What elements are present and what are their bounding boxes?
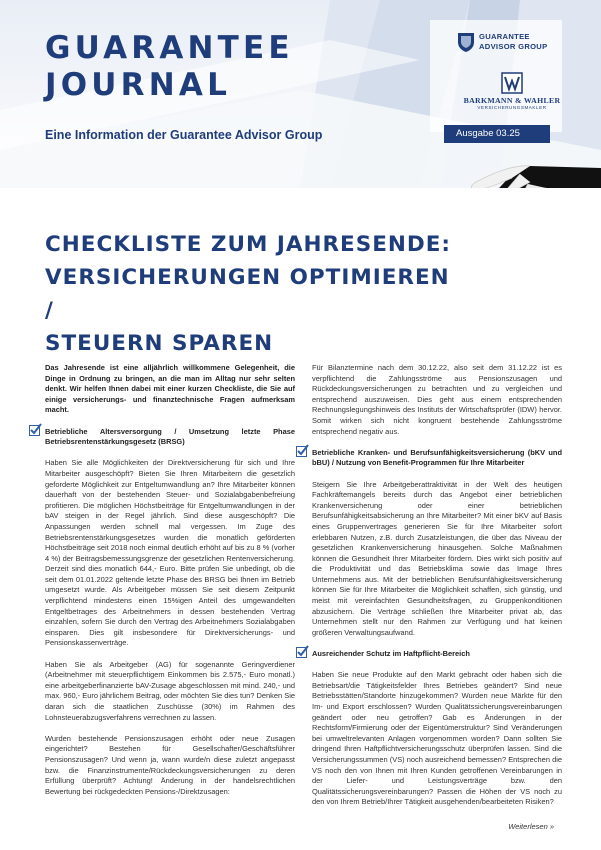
article-title [45,228,465,360]
section-haftpflicht [312,649,562,808]
section-heading: Ausreichender Schutz im Haftpflicht-Bereich [312,649,470,659]
logo-bw-name: BARKMANN & WAHLER [463,96,561,105]
checkbox-check-icon [29,423,42,436]
article-title-line3: STEUERN SPAREN [45,331,274,356]
continue-reading-link[interactable]: Weiterlesen » [508,822,554,831]
section-paragraph: Für Bilanztermine nach dem 30.12.22, also seit dem 31.12.22 ist es verpflichtend die Zahlungsströme aus Pensionszusagen und Rückdeckungsversicherungen zu betrachten und zu vergleichen und entsprechend auszuweisen. Dies geht aus einem entsprechenden Rechnungslegungshinweis des Instituts der Wirtschaftsprüfer (IDW) hervor. Somit wirken sich nicht kongruent bestehende Zahlungsströme entsprechend negativ aus. [312,363,562,436]
section-betriebliche-altersversorgung [45,427,295,649]
article-intro: Das Jahresende ist eine alljährlich willkommene Gelegenheit, die Dinge in Ordnung zu bringen, an die man im Alltag nur sehr selten denkt. Wir helfen Ihnen dabei mit einer kurzen Checkliste, die Sie auf einige versicherungs- und finanztechnische Fragen aufmerksam macht. [45,363,295,415]
logo-gag-text [479,32,547,52]
guarantee-advisor-group-logo [457,30,567,60]
journal-title-line2: JOURNAL [45,67,232,103]
section-heading: Betriebliche Kranken- und Berufsunfähigkeitsversicherung (bKV und bBU) / Nutzung von Benefit-Programmen für Ihre Mitarbeiter [312,447,562,468]
section-paragraph: Haben Sie neue Produkte auf den Markt gebracht oder haben sich die Betriebsart/die Tätigkeitsfelder Ihres Betriebes geändert? Sind neue Betriebsstätten/Standorte hinzugekommen? Wurden neue Märkte für den Im- und Export erschlossen? Wurden Qualitätssicherungsvereinbarungen geändert oder neu getroffen? Gab es Änderungen in der Rechtsform/Firmierung oder der Eigentümerstruktur? Sind Veränderungen bei umweltrelevanten Anlagen vorgenommen worden? Dann sollten Sie dringend Ihren Haftpflichtversicherungsschutz überprüfen lassen. Sind die Versicherungssummen (VS) noch ausreichend bemessen? Entsprechen die VS noch den von Ihnen mit Ihren Kunden getroffenen Vereinbarungen in der Liefer- und Leistungsverträge bzw. den Qualitätssicherungsvereinbarungen? Passen die Höhen der VS noch zu den von Ihrem Betrieb/Ihrer Tätigkeit ausgehenden/bearbeiteten Risiken? [312,670,562,807]
section-paragraph: Haben Sie als Arbeitgeber (AG) für sogenannte Geringverdiener (Arbeitnehmer mit steuerpflichtigem Einkommen bis 2.575,- Euro monatl.) eine arbeitgeberfinanzierte bAV-Zusage abgeschlossen mit mind. 240,- und max. 960,- Euro jährlichem Beitrag, oder möchten Sie dies tun? Denken Sie daran sich die staatlichen Zuschüsse (30%) im Rahmen des Lohnsteuerabzugsverfahrens verrechnen zu lassen. [45,659,295,722]
barkmann-wahler-logo [457,72,567,122]
section-paragraph: Steigern Sie Ihre Arbeitgeberattraktivität in der Welt des heutigen Fachkräftemangels bereits durch das Angebot einer betrieblichen Krankenversicherung oder einer betrieblichen Berufsunfähigkeitsabsicherung an Ihre Mitarbeiter? Mit einer bKV auf Basis eines Gruppenvertrages generieren Sie für Ihre Mitarbeiter sofort erlebbaren Nutzen, z.B. durch Zusatzleistungen, die über das Niveau der gesetzlichen Krankenversicherung hinausgehen. Solche Maßnahmen können die Gesundheit Ihrer Mitarbeiter fördern. Dies wirkt sich positiv auf die Produktivität und das Betriebsklima sowie das Image Ihres Unternehmens aus. Mit der betrieblichen Berufsunfähigkeitsversicherung können Sie für Ihre Mitarbeiter die Möglichkeit schaffen, sich günstig, und meist mit vereinfachten Gesundheitsfragen, zu Gruppenkonditionen abzusichern. Die Verträge schließen Ihre Mitarbeiter privat ab, das Unternehmen stellt nur den Rahmen zur Verfügung und hat keinen größeren Verwaltungsaufwand. [312,479,562,637]
pointing-hand-illustration [380,160,601,188]
checkbox-check-icon [296,444,309,457]
journal-title [45,30,294,104]
shield-icon [457,31,475,53]
article-title-line2: VERSICHERUNGEN OPTIMIEREN / [45,265,450,323]
section-heading: Betriebliche Altersversorgung / Umsetzung letzte Phase Betriebsrentenstärkungsgesetz (BRSG) [45,426,295,447]
logo-gag-line2: ADVISOR GROUP [479,42,548,51]
logo-gag-line1: GUARANTEE [479,32,530,41]
journal-title-line1: GUARANTEE [45,30,294,66]
logo-bw-tagline: VERSICHERUNGSMAKLER [477,105,547,110]
checkbox-check-icon [296,645,309,658]
masthead [0,0,601,188]
right-column [312,363,562,819]
bw-monogram-icon [501,72,523,94]
issue-badge: Ausgabe 03.25 [444,125,550,143]
left-column [45,363,295,808]
section-betriebliche-krankenversicherung [312,448,562,639]
section-paragraph: Wurden bestehende Pensionszusagen erhöht oder neue Zusagen eingerichtet? Bestehen für Gesellschafter/Geschäftsführer Pensionszusagen? Und wenn ja, wann wurde/n diese zuletzt angepasst bzw. die Finanzinstrumente/Rückdeckungsversicherungen zu deren Erfüllung überprüft? Achtung! Änderung in der handelsrechtlichen Bewertung bei rückgedeckten Pensions-/Direktzusagen: [45,733,295,796]
article-title-line1: CHECKLISTE ZUM JAHRESENDE: [45,232,452,257]
journal-subtitle: Eine Information der Guarantee Advisor Group [45,128,323,142]
section-paragraph: Haben Sie alle Möglichkeiten der Direktversicherung für sich und Ihre Mitarbeiter ausgeschöpft? Bieten Sie Ihren Mitarbeitern die gesetzlich geforderte Möglichkeit zur Entgeltumwandlung an? Ihre Mitarbeiter können dauerhaft von der bestehenden Steuer- und Sozialabgabenbefreiung profitieren. Die möglichen Höchstbeiträge für Entgeltumwandlungen in der bAV steigen in der Regel jährlich. Sind diese ausgeschöpft? Die Anpassungen werden schnell mal vergessen. Im Zuge des Betriebsrentenstärkungsgesetzes wurden die monatlich geförderten Höchstbeiträge seit 2018 noch einmal deutlich erhöht auf bis zu 8 % (vorher 4 %) der Beitragsbemessungsgrenze der gesetzlichen Rentenversicherung. Derzeit sind dies monatlich 644,- Euro. Bitte prüfen Sie unbedingt, ob die seit dem 01.01.2022 geltende letzte Phase des BRSG bei Ihnen im Betrieb umgesetzt wurde. Als Arbeitgeber müssen Sie seit diesem Zeitpunkt verpflichtend mindestens einen 15%igen Anteil des umgewandelten Entgeltbetrages des Arbeitnehmers in dessen bestehenden Vertrag einzahlen, sofern Sie durch den Vertrag des Arbeitnehmers Sozialabgaben einsparen. Dies gilt insbesondere für Direktversicherungs- und Pensionskassenverträge. [45,458,295,648]
